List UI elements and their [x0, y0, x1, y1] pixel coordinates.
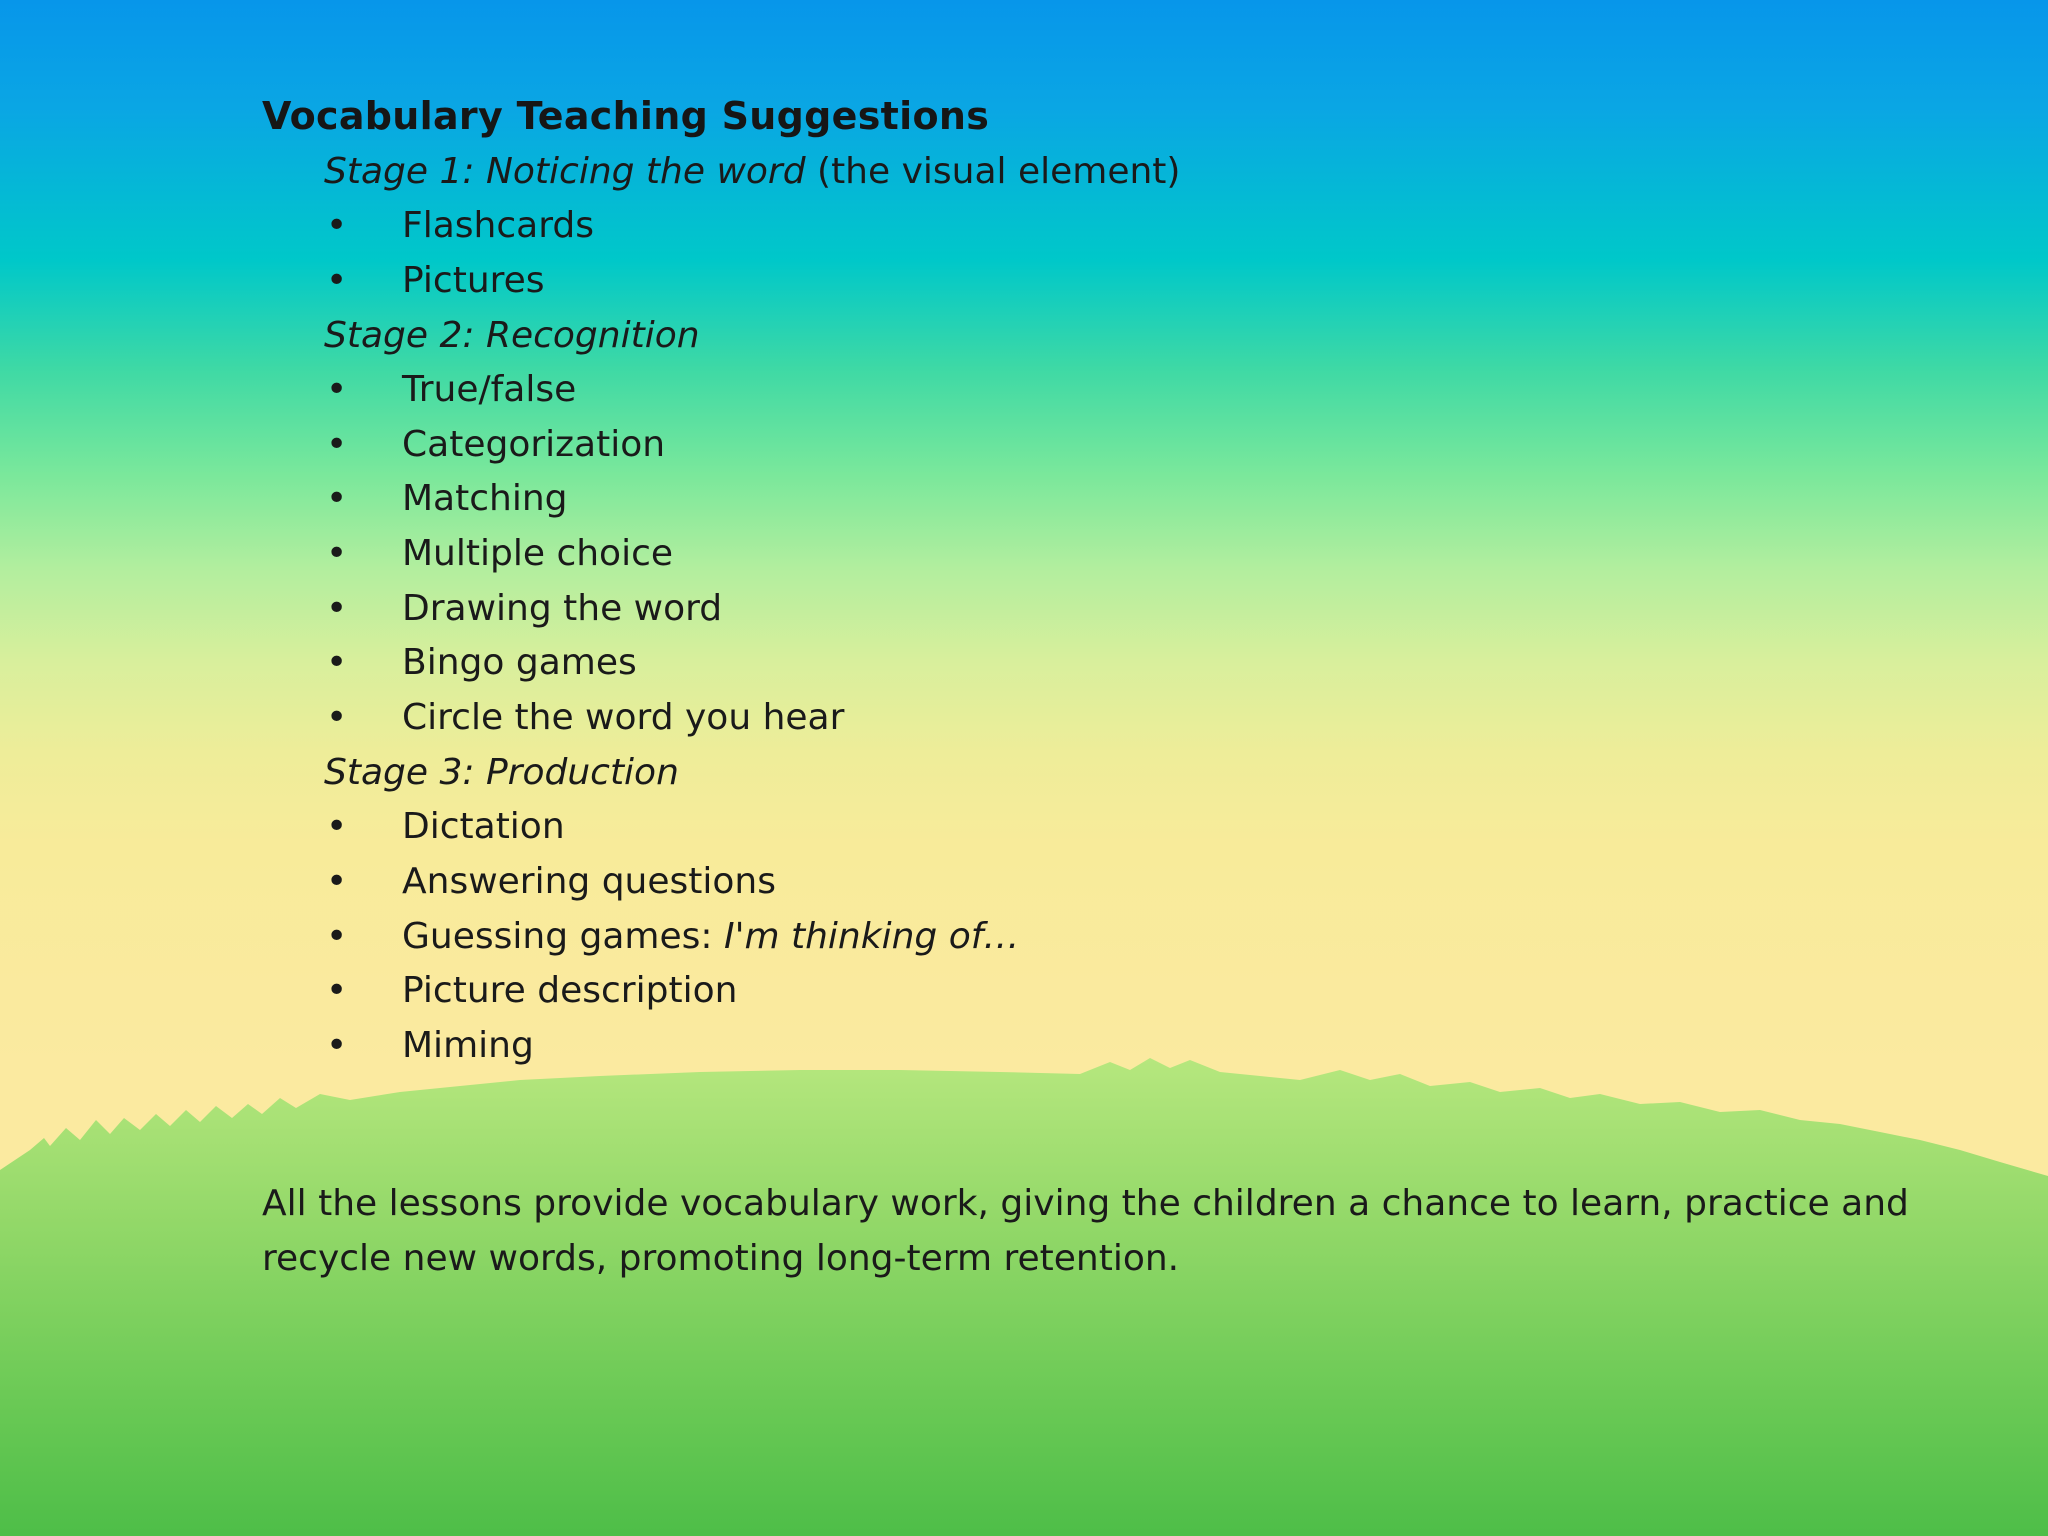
list-item: [262, 254, 2002, 309]
list-item: [262, 691, 2002, 746]
list-item-text: Dictation: [402, 806, 565, 848]
stage-2-title: [324, 308, 2002, 363]
stage-3-list: [262, 800, 2002, 1073]
list-item: [262, 363, 2002, 418]
list-item-text: Miming: [402, 1024, 534, 1066]
list-item: [262, 800, 2002, 855]
list-item: [262, 199, 2002, 254]
bullet-icon: •: [326, 369, 348, 411]
list-item: [262, 582, 2002, 637]
bullet-icon: •: [326, 970, 348, 1012]
stage-3-title: [324, 745, 2002, 800]
list-item-text: Pictures: [402, 259, 545, 301]
bullet-icon: •: [326, 806, 348, 848]
bullet-icon: •: [326, 587, 348, 629]
stage-1-title: [324, 144, 2002, 199]
stage-1-list: [262, 199, 2002, 308]
bullet-icon: •: [326, 423, 348, 465]
stage-1-title-italic: Stage 1: Noticing the word: [324, 151, 806, 192]
stage-2-title-italic: Stage 2: Recognition: [324, 315, 700, 357]
bullet-icon: •: [326, 642, 348, 684]
list-item: [262, 636, 2002, 691]
stage-2-list: [262, 363, 2002, 745]
list-item-text: Categorization: [402, 423, 666, 465]
bullet-icon: •: [326, 478, 348, 520]
list-item-text: Flashcards: [402, 205, 594, 246]
bullet-icon: •: [326, 205, 348, 246]
list-item-text: Circle the word you hear: [402, 696, 845, 738]
list-item-text: Drawing the word: [402, 587, 723, 629]
list-item-text: Bingo games: [402, 642, 637, 684]
slide-heading: Vocabulary Teaching Suggestions: [262, 94, 990, 138]
list-item-text: True/false: [402, 369, 577, 411]
list-item: [262, 472, 2002, 527]
list-item: [262, 418, 2002, 473]
stage-3-title-italic: Stage 3: Production: [324, 752, 679, 794]
footer-paragraph: All the lessons provide vocabulary work, giving the children a chance to learn, practice and recycle new words, promoting long-term retention.: [262, 1183, 1909, 1279]
list-item: [262, 964, 2002, 1019]
list-item: [262, 910, 2002, 965]
list-item: [262, 527, 2002, 582]
bullet-icon: •: [326, 915, 348, 957]
list-item-text: Multiple choice: [402, 532, 674, 574]
bullet-icon: •: [326, 1024, 348, 1066]
list-item-emphasis: I'm thinking of…: [723, 915, 1020, 957]
bullet-icon: •: [326, 696, 348, 738]
list-item-text: Guessing games:: [402, 915, 724, 957]
list-item: [262, 1019, 2002, 1074]
slide-content: [262, 88, 2002, 1073]
list-item-text: Answering questions: [402, 860, 776, 902]
list-item-text: Matching: [402, 478, 568, 520]
bullet-icon: •: [326, 532, 348, 574]
list-item: [262, 855, 2002, 910]
bullet-icon: •: [326, 259, 348, 301]
bullet-icon: •: [326, 860, 348, 902]
stage-1-title-plain: (the visual element): [805, 151, 1181, 192]
list-item-text: Picture description: [402, 970, 738, 1012]
